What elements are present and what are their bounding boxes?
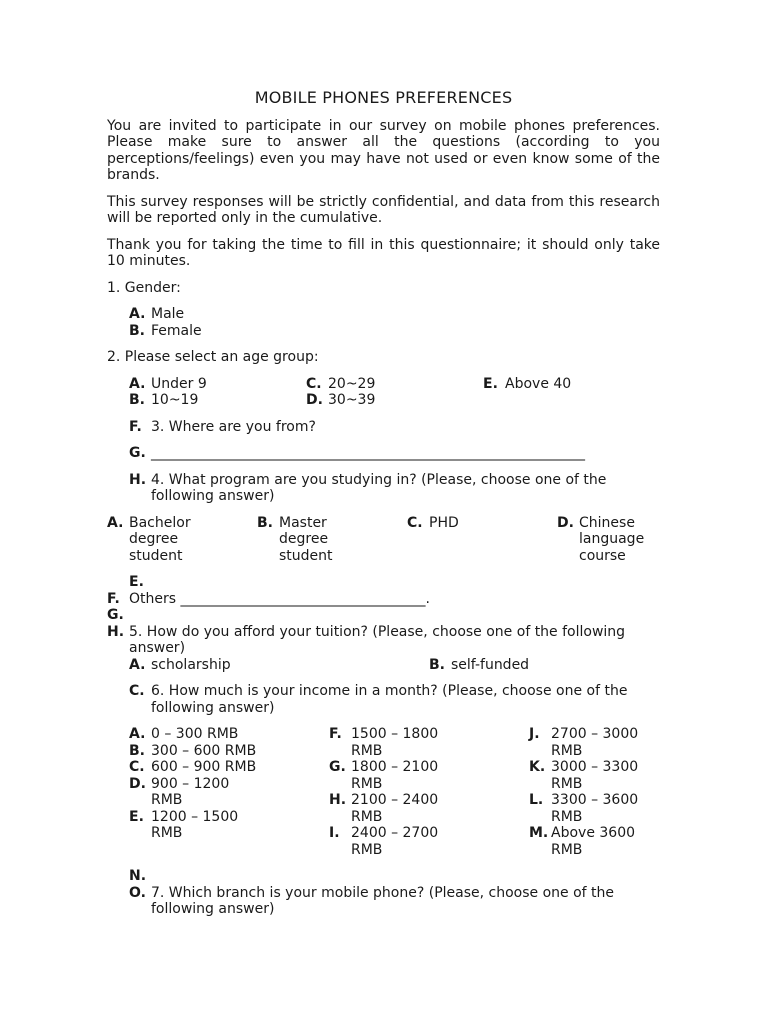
intro-paragraph-2: This survey responses will be strictly confidential, and data from this research will be reported only in the cumulative. <box>107 193 660 226</box>
option-income-3300-3600[interactable]: L. 3300 – 3600 RMB <box>529 792 639 825</box>
question-5: H. 5. How do you afford your tuition? (Please, choose one of the following answer) <box>107 623 626 656</box>
question-4-options <box>107 515 660 565</box>
question-2: 2. Please select an age group: <box>107 349 319 365</box>
question-5-options <box>129 657 660 674</box>
option-income-900-1200[interactable]: D. 900 – 1200 RMB <box>129 775 230 808</box>
option-income-above-3600[interactable]: M. Above 3600 RMB <box>529 825 636 858</box>
option-income-600-900[interactable]: C. 600 – 900 RMB <box>129 759 257 775</box>
option-income-1200-1500[interactable]: E. 1200 – 1500 RMB <box>129 808 239 841</box>
where-from-blank[interactable]: G. ______________________________________________________________ <box>129 445 585 461</box>
question-3: F. 3. Where are you from? <box>129 418 316 435</box>
option-income-2700-3000[interactable]: J. 2700 – 3000 RMB <box>529 726 639 759</box>
option-income-300-600[interactable]: B. 300 – 600 RMB <box>129 742 257 759</box>
question-2-options <box>129 376 660 409</box>
empty-option-g: G. <box>107 607 124 623</box>
document-page <box>107 90 660 918</box>
option-age-30-39[interactable]: D. 30~39 <box>306 392 376 408</box>
option-self-funded[interactable]: B. self-funded <box>429 656 530 673</box>
option-age-under-9[interactable]: A. Under 9 <box>129 375 207 392</box>
option-age-10-19[interactable]: B. 10~19 <box>129 392 199 408</box>
question-7: O. 7. Which branch is your mobile phone? (Please, choose one of the following answer) <box>129 884 615 917</box>
question-6-options <box>129 726 660 858</box>
option-age-20-29[interactable]: C. 20~29 <box>306 375 376 392</box>
intro-paragraph-1: You are invited to participate in our survey on mobile phones preferences. Please make sure to answer all the questions (according to you perceptions/feelings) even you may have not used or even know some of the brands. <box>107 117 660 183</box>
option-age-above-40[interactable]: E. Above 40 <box>483 375 572 392</box>
document-title: MOBILE PHONES PREFERENCES <box>254 88 513 107</box>
question-4: H. 4. What program are you studying in? (Please, choose one of the following answer) <box>129 471 607 504</box>
empty-option-e: E. <box>129 574 144 590</box>
option-scholarship[interactable]: A. scholarship <box>129 656 231 673</box>
option-income-2100-2400[interactable]: H. 2100 – 2400 RMB <box>329 792 439 825</box>
option-income-1500-1800[interactable]: F. 1500 – 1800 RMB <box>329 726 439 759</box>
option-income-3000-3300[interactable]: K. 3000 – 3300 RMB <box>529 759 639 792</box>
option-income-1800-2100[interactable]: G. 1800 – 2100 RMB <box>329 759 439 792</box>
option-income-2400-2700[interactable]: I. 2400 – 2700 RMB <box>329 825 439 858</box>
question-1: 1. Gender: <box>107 279 181 296</box>
option-female[interactable]: B. Female <box>129 322 202 339</box>
option-bachelor[interactable]: A. Bachelor degree student <box>107 514 191 564</box>
question-6: C. 6. How much is your income in a month? (Please, choose one of the following answer) <box>129 683 628 716</box>
question-1-options <box>129 306 660 339</box>
option-male[interactable]: A. Male <box>129 306 185 322</box>
option-income-0-300[interactable]: A. 0 – 300 RMB <box>129 726 239 742</box>
option-phd[interactable]: C. PHD <box>407 514 459 531</box>
empty-option-n: N. <box>129 868 147 884</box>
intro-paragraph-3: Thank you for taking the time to fill in this questionnaire; it should only take 10 minutes. <box>107 236 660 269</box>
option-master[interactable]: B. Master degree student <box>257 514 333 564</box>
option-others[interactable]: F. Others ___________________________________. <box>107 590 430 607</box>
option-chinese-language[interactable]: D. Chinese language course <box>557 514 645 564</box>
